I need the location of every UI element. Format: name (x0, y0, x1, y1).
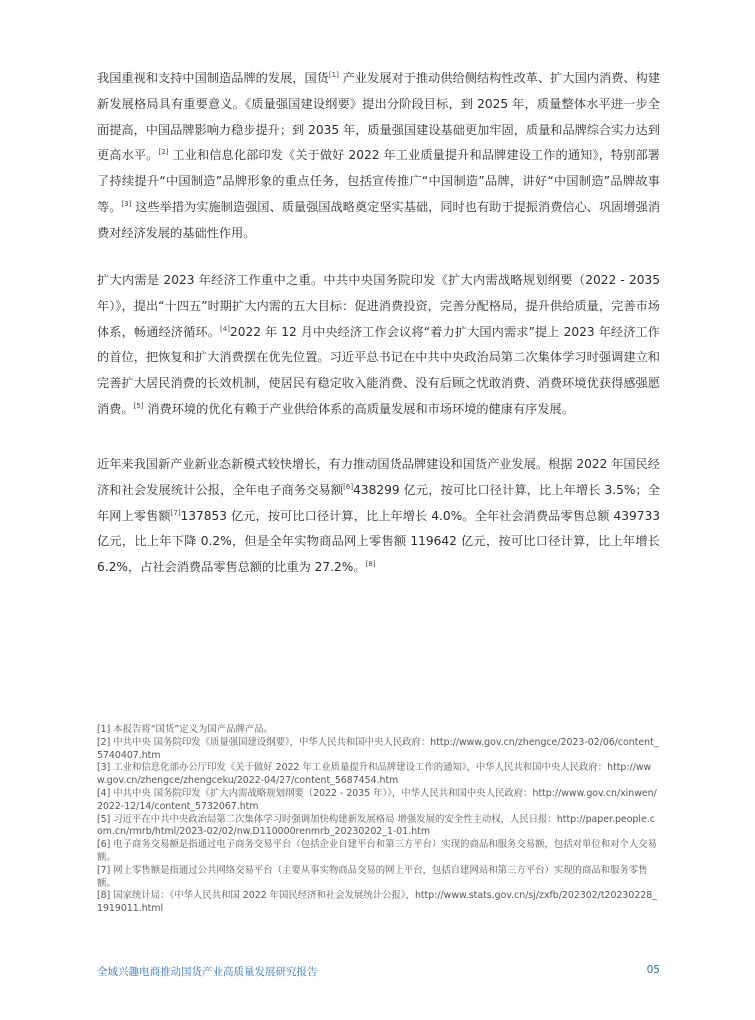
paragraph-text: 这些举措为实施制造强国、质量强国战略奠定坚实基础，同时也有助于提振消费信心、巩固增强消费对经济发展的基础性作用。 (97, 199, 661, 240)
footnote-reference: [5] (133, 401, 144, 410)
footnote-item: [6] 电子商务交易额是指通过电子商务交易平台（包括企业自建平台和第三方平台）实现的商品和服务交易额，包括对单位和对个人交易额。 (97, 839, 658, 863)
footnote-reference: [7] (170, 508, 181, 517)
paragraph-text: 137853 亿元，按可比口径计算，比上年增长 4.0%。全年社会消费品零售总额 439733 亿元，比上年下降 0.2%，但是全年实物商品网上零售额 119642 亿元，按可比口径计算，比上年增长 6.2%，占社会消费品零售总额的比重为 27.2%。 (97, 508, 660, 575)
paragraph-text: 产业发展对于推动供给侧结构性改革、扩大国内消费、构建新发展格局具有重要意义。《质量强国建设纲要》提出分阶段目标，到 2025 年，质量整体水平进一步全面提高，中国品牌影响力稳步提升；到 2035 年，质量强国建设基础更加牢固，质量和品牌综合实力达到更高水平。 (97, 71, 661, 163)
paragraph-text: 2022 年 12 月中央经济工作会议将“着力扩大国内需求”提上 2023 年经济工作的首位，把恢复和扩大消费摆在优先位置。习近平总书记在中共中央政治局第二次集体学习时强调建立和完善扩大居民消费的长效机制，使居民有稳定收入能消费、没有后顾之忧敢消费、消费环境优获得感强愿消费。 (97, 324, 660, 416)
paragraph-text: 消费环境的优化有赖于产业供给体系的高质量发展和市场环境的健康有序发展。 (143, 401, 574, 416)
footnote-item: [4] 中共中央 国务院印发《扩大内需战略规划纲要（2022 - 2035 年）》，中华人民共和国中央人民政府：http://www.gov.cn/xinwen/2022-12/14/content_5732067.htm (97, 787, 657, 812)
body-paragraph-ecommerce-stats (97, 452, 660, 581)
footnote-item: [7] 网上零售额是指通过公共网络交易平台（主要从事实物商品交易的网上平台，包括自建网站和第三方平台）实现的商品和服务零售额。 (97, 864, 648, 889)
footnote-item: [5] 习近平在中共中央政治局第二次集体学习时强调加快构建新发展格局 增强发展的安全性主动权，人民日报：http://paper.people.com.cn/rmrb/html/2023-02/02/nw.D110000renmrb_20230202_1-01.htm (97, 813, 655, 838)
body-paragraph-brand-policy (97, 66, 660, 247)
footnote-reference: [6] (343, 482, 354, 491)
paragraph-text: 工业和信息化部印发《关于做好 2022 年工业质量提升和品牌建设工作的通知》，特别部署了持续提升“中国制造”品牌形象的重点任务，包括宣传推广“中国制造”品牌，讲好“中国制造”品牌故事等。 (97, 148, 660, 214)
footnote-item: [8] 国家统计局：《中华人民共和国 2022 年国民经济和社会发展统计公报》，http://www.stats.gov.cn/sj/zxfb/202302/t20230228_1919011.html (97, 890, 657, 915)
footnote-reference: [8] (365, 560, 376, 569)
body-paragraph-domestic-demand (97, 268, 660, 423)
footnote-reference: [2] (158, 148, 169, 157)
footnote-item: [2] 中共中央 国务院印发《质量强国建设纲要》，中华人民共和国中央人民政府：http://www.gov.cn/zhengce/2023-02/06/content_5740407.htm (97, 736, 659, 761)
page-number: 05 (646, 964, 660, 976)
footnotes-section (97, 724, 660, 916)
footnote-reference: [1] (328, 70, 339, 79)
paragraph-text: 我国重视和支持中国制造品牌的发展，国货 (97, 71, 329, 85)
footnote-reference: [3] (121, 199, 132, 208)
paragraph-text: 近年来我国新产业新业态新模式较快增长，有力推动国货品牌建设和国货产业发展。根据 2022 年国民经济和社会发展统计公报，全年电子商务交易额 (97, 457, 660, 497)
footer-report-title: 全域兴趣电商推动国货产业高质量发展研究报告 (97, 966, 318, 978)
page-footer (97, 964, 660, 982)
footnote-item: [1] 本报告将“国货”定义为国产品牌产品。 (97, 724, 273, 735)
footnote-reference: [4] (220, 324, 230, 333)
paragraph-text: 438299 亿元，按可比口径计算，比上年增长 3.5%；全年网上零售额 (97, 482, 660, 523)
footnote-item: [3] 工业和信息化部办公厅印发《关于做好 2022 年工业质量提升和品牌建设工作的通知》，中华人民共和国中央人民政府：http://www.gov.cn/zhengce/zhengceku/2022-04/27/content_5687454.htm (97, 762, 652, 787)
paragraph-text: 扩大内需是 2023 年经济工作重中之重。中共中央国务院印发《扩大内需战略规划纲要（2022 - 2035 年）》，提出“十四五”时期扩大内需的五大目标：促进消费投资，完善分配格局，提升供给质量，完善市场体系，畅通经济循环。 (97, 273, 660, 339)
